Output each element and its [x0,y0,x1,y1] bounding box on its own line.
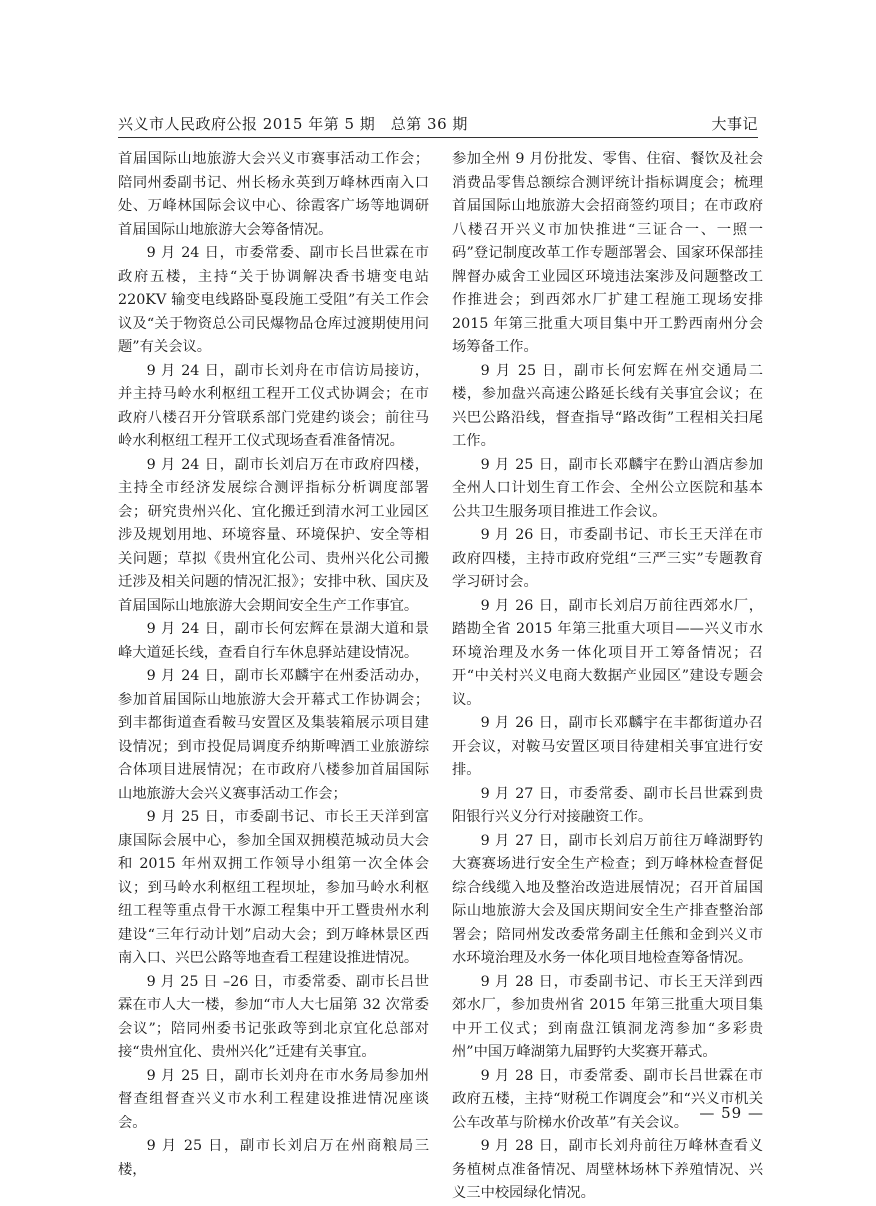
paragraph: 9 月 28 日，副市长刘舟前往万峰林查看义务植树点准备情况、周壁林场林下养殖情况、兴义三中校园绿化情况。 [452,1138,763,1201]
paragraph: 9 月 25 日 –26 日，市委常委、副市长吕世霖在市人大一楼，参加“市人大七届第 32 次常委会议”；陪同州委书记张政等到北京宜化总部对接“贵州宜化、贵州兴化”迁建有关事宜。 [118,973,429,1060]
paragraph: 9 月 25 日，市委副书记、市长王天洋到富康国际会展中心，参加全国双拥模范城动员大会和 2015 年州双拥工作领导小组第一次全体会议；到马岭水利枢纽工程坝址，参加马岭水利枢纽工程等重点骨干水源工程集中开工暨贵州水利建设“三年行动计划”启动大会；到万峰林景区西南入口、兴巴公路等地查看工程建设推进情况。 [118,809,429,966]
paragraph: 9 月 25 日，副市长刘舟在市水务局参加州督查组督查兴义市水利工程建设推进情况座谈会。 [118,1067,429,1131]
paragraph: 9 月 24 日，副市长邓麟宇在州委活动办，参加首届国际山地旅游大会开幕式工作协调会；到丰都街道查看鞍马安置区及集装箱展示项目建设情况；到市投促局调度乔纳斯啤酒工业旅游综合体项目进展情况；在市政府八楼参加首届国际山地旅游大会兴义赛事活动工作会； [118,668,429,802]
paragraph: 9 月 25 日，副市长邓麟宇在黔山酒店参加全州人口计划生育工作会、全州公立医院和基本公共卫生服务项目推进工作会议。 [452,456,763,520]
paragraph: 9 月 26 日，市委副书记、市长王天洋在市政府四楼，主持市政府党组“三严三实”专题教育学习研讨会。 [452,527,763,590]
header-divider [118,137,758,138]
section-title: 大事记 [711,115,758,133]
paragraph: 9 月 24 日，市委常委、副市长吕世霖在市政府五楼，主持“关于协调解决香书塘变电站 220KV 输变电线路卧戛段施工受阻”有关工作会议及“关于物资总公司民爆物品仓库过渡期使用问题”有关会议。 [118,245,429,355]
paragraph: 9 月 27 日，市委常委、副市长吕世霖到贵阳银行兴义分行对接融资工作。 [452,785,763,825]
left-column [118,148,429,1178]
paragraph: 9 月 28 日，市委副书记、市长王天洋到西郊水厂，参加贵州省 2015 年第三批重大项目集中开工仪式；到南盘江镇洞龙湾参加“多彩贵州”中国万峰湖第九届野钓大奖赛开幕式。 [452,973,763,1060]
paragraph: 9 月 24 日，副市长刘舟在市信访局接访，并主持马岭水利枢纽工程开工仪式协调会；在市政府八楼召开分管联系部门党建约谈会；前往马岭水利枢纽工程开工仪式现场查看准备情况。 [118,362,429,449]
paragraph: 9 月 24 日，副市长何宏辉在景湖大道和景峰大道延长线，查看自行车休息驿站建设情况。 [118,621,429,661]
running-header [118,104,758,134]
paragraph: 9 月 28 日，市委常委、副市长吕世霖在市政府五楼，主持“财税工作调度会”和“兴义市机关公车改革与阶梯水价改革”有关会议。 [452,1067,763,1131]
paragraph: 9 月 26 日，副市长邓麟宇在丰都街道办召开会议，对鞍马安置区项目待建相关事宜进行安排。 [452,715,763,778]
paragraph: 9 月 25 日，副市长何宏辉在州交通局二楼，参加盘兴高速公路延长线有关事宜会议；在兴巴公路沿线，督查指导“路改街”工程相关扫尾工作。 [452,362,763,449]
paragraph: 9 月 25 日，副市长刘启万在州商粮局三楼， [118,1138,429,1178]
paragraph: 首届国际山地旅游大会兴义市赛事活动工作会；陪同州委副书记、州长杨永英到万峰林西南入口处、万峰林国际会议中心、徐霞客广场等地调研首届国际山地旅游大会筹备情况。 [118,151,429,238]
paragraph: 9 月 24 日，副市长刘启万在市政府四楼，主持全市经济发展综合测评指标分析调度部署会；研究贵州兴化、宜化搬迁到清水河工业园区涉及规划用地、环境容量、环境保护、安全等相关问题；草拟《贵州宜化公司、贵州兴化公司搬迁涉及相关问题的情况汇报》；安排中秋、国庆及首届国际山地旅游大会期间安全生产工作事宜。 [118,456,429,614]
paragraph: 9 月 27 日，副市长刘启万前往万峰湖野钓大赛赛场进行安全生产检查；到万峰林检查督促综合线缆入地及整治改造进展情况；召开首届国际山地旅游大会及国庆期间安全生产排查整治部署会；陪同州发改委常务副主任熊和金到兴义市水环境治理及水务一体化项目地检查筹备情况。 [452,832,763,966]
paragraph: 参加全州 9 月份批发、零售、住宿、餐饮及社会消费品零售总额综合测评统计指标调度会；梳理首届国际山地旅游大会招商签约项目；在市政府八楼召开兴义市加快推进“三证合一、一照一码”登记制度改革工作专题部署会、国家环保部挂牌督办威舍工业园区环境违法案涉及问题整改工作推进会；到西郊水厂扩建工程施工现场安排 2015 年第三批重大项目集中开工黔西南州分会场筹备工作。 [452,151,763,355]
paragraph: 9 月 26 日，副市长刘启万前往西郊水厂，踏勘全省 2015 年第三批重大项目——兴义市水环境治理及水务一体化项目开工筹备情况；召开“中关村兴义电商大数据产业园区”建设专题会议。 [452,597,763,708]
publication-title: 兴义市人民政府公报 2015 年第 5 期 总第 36 期 [118,115,468,133]
page-number: — 59 — [699,1104,764,1122]
